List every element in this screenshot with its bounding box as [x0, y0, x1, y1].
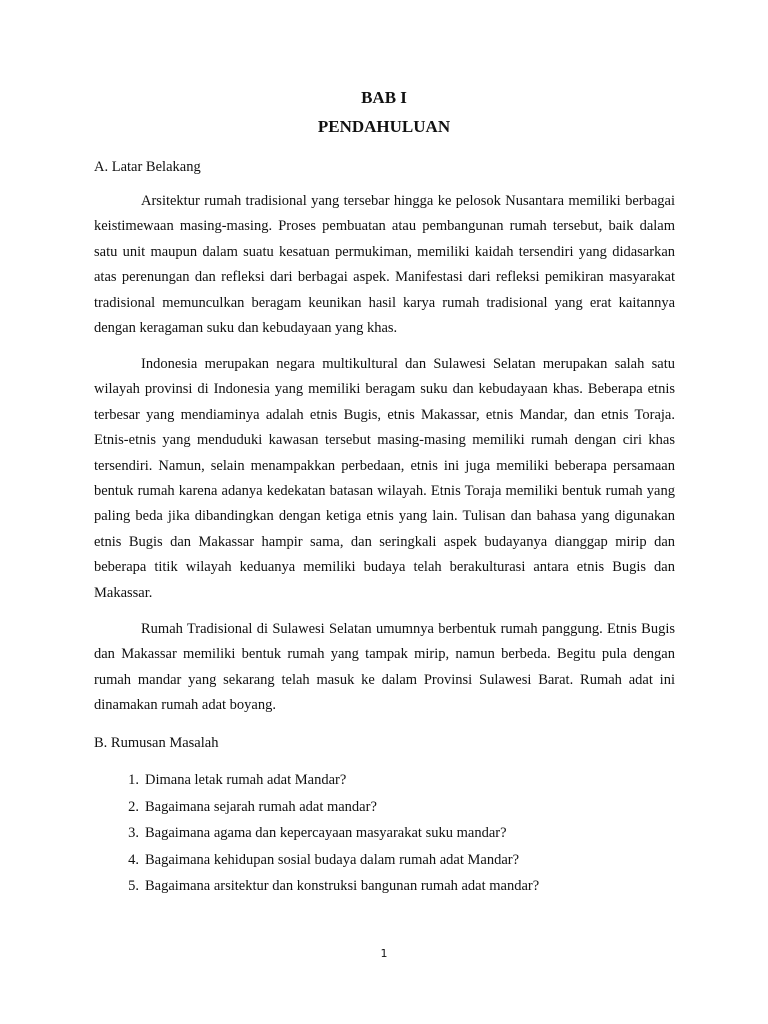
list-item-text: Bagaimana arsitektur dan konstruksi bangunan rumah adat mandar? [145, 878, 540, 895]
list-item [94, 820, 539, 847]
list-item-number: 2. [128, 798, 139, 815]
paragraph: Indonesia merupakan negara multikultural dan Sulawesi Selatan merupakan salah satu wilayah provinsi di Indonesia yang memiliki beragam suku dan kebudayaan khas. Beberapa etnis terbesar yang mendiaminya adalah etnis Bugis, etnis Makassar, etnis Mandar, dan etnis Toraja. Etnis-etnis yang menduduki kawasan tersebut masing-masing memiliki rumah dengan ciri khas tersendiri. Namun, selain menampakkan perbedaan, etnis ini juga memiliki beberapa persamaan bentuk rumah karena adanya kedekatan batasan wilayah. Etnis Toraja memiliki bentuk rumah yang paling beda jika dibandingkan dengan ketiga etnis yang lain. Tulisan dan bahasa yang digunakan etnis Bugis dan Makassar hampir sama, dan seringkali aspek budayanya dianggap mirip dan beberapa titik wilayah keduanya memiliki budaya telah berakulturasi antara etnis Bugis dan Makassar. [94, 356, 675, 601]
list-item-number: 1. [128, 772, 139, 788]
list-item-text: Dimana letak rumah adat Mandar? [145, 772, 347, 788]
chapter-number: BAB I [361, 88, 407, 107]
page-number: 1 [380, 947, 388, 960]
section-heading-rumusan-masalah: B. Rumusan Masalah [94, 735, 219, 751]
problem-list [94, 767, 539, 900]
list-item-text: Bagaimana agama dan kepercayaan masyarakat suku mandar? [145, 825, 507, 842]
paragraph: Arsitektur rumah tradisional yang tersebar hingga ke pelosok Nusantara memiliki berbagai keistimewaan masing-masing. Proses pembuatan atau pembangunan rumah tersebut, baik dalam satu unit maupun dalam suatu kesatuan permukiman, memiliki kaidah tersendiri yang didasarkan atas perenungan dan refleksi dari berbagai aspek. Manifestasi dari refleksi pemikiran masyarakat tradisional memunculkan beragam keunikan hasil karya rumah tradisional yang erat kaitannya dengan keragaman suku dan kebudayaan yang khas. [94, 193, 675, 337]
list-item-number: 4. [128, 851, 139, 868]
list-item [94, 873, 539, 900]
list-item-text: Bagaimana sejarah rumah adat mandar? [145, 798, 377, 815]
list-item [94, 767, 539, 794]
list-item [94, 847, 539, 874]
list-item-number: 5. [128, 878, 139, 895]
list-item-text: Bagaimana kehidupan sosial budaya dalam rumah adat Mandar? [145, 851, 520, 868]
list-item-number: 3. [128, 825, 139, 842]
list-item [94, 794, 539, 821]
section-heading-latar-belakang: A. Latar Belakang [94, 159, 201, 175]
paragraph: Rumah Tradisional di Sulawesi Selatan umumnya berbentuk rumah panggung. Etnis Bugis dan Makassar memiliki bentuk rumah yang tampak mirip, namun berbeda. Begitu pula dengan rumah mandar yang sekarang telah masuk ke dalam Provinsi Sulawesi Barat. Rumah adat ini dinamakan rumah adat boyang. [94, 621, 675, 714]
chapter-title: PENDAHULUAN [317, 117, 451, 136]
